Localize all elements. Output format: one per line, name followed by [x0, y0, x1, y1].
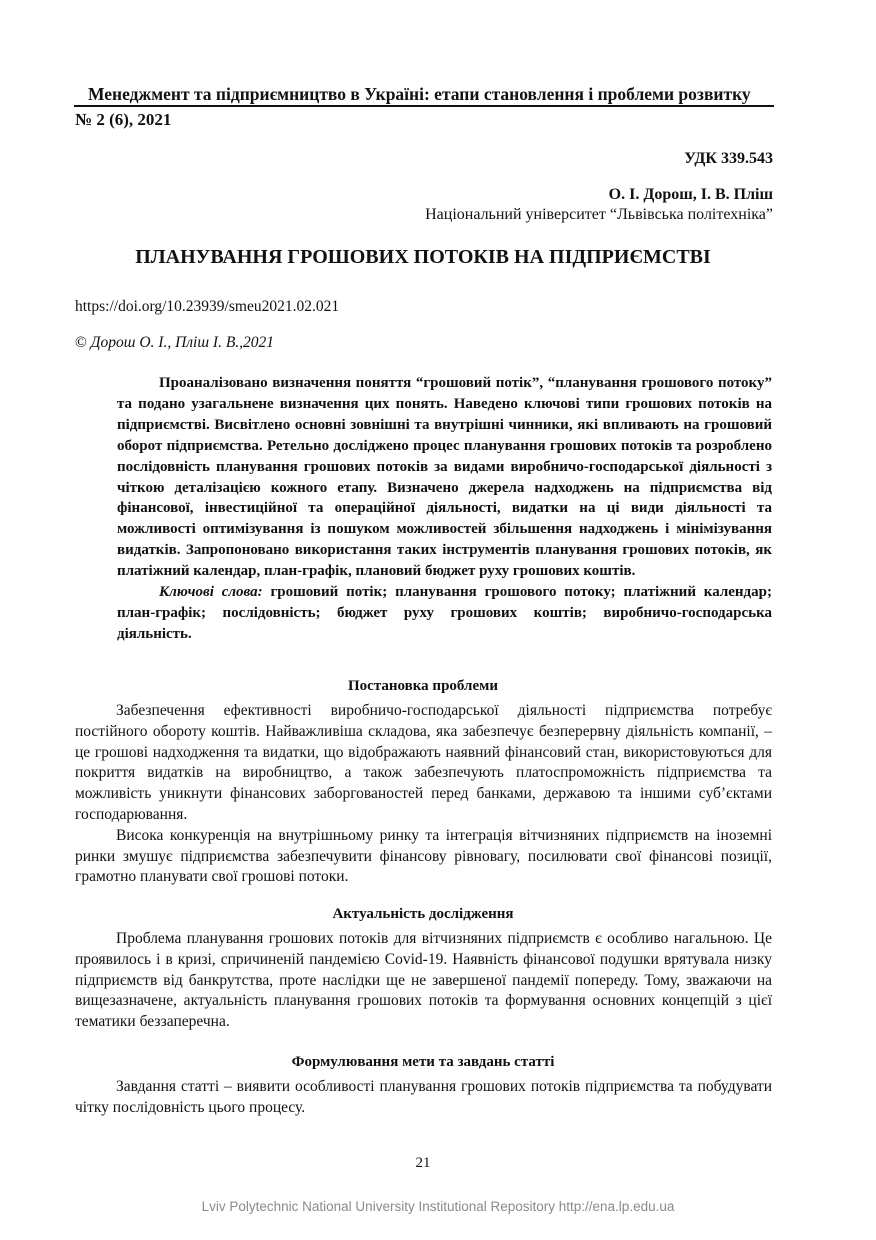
section-body-goals: [75, 1077, 772, 1119]
repository-footer[interactable]: Lviv Polytechnic National University Institutional Repository http://ena.lp.edu.ua: [201, 1199, 675, 1214]
section-body-relevance: [75, 929, 772, 1033]
paragraph: Завдання статті – виявити особливості планування грошових потоків підприємства та побудувати чітку послідовність цього процесу.: [75, 1078, 772, 1116]
paragraph: Висока конкуренція на внутрішньому ринку та інтеграція вітчизняних підприємств на іноземні ринки змушує підприємства забезпечувити фінансову рівновагу, посилювати свої фінансові позиції, грамотно планувати свої грошові потоки.: [75, 826, 772, 886]
keywords-list: грошовий потік; планування грошового потоку; платіжний календар; план-графік; послідовність; бюджет руху грошових коштів; виробничо-господарська діяльність.: [117, 584, 772, 642]
affiliation: Національний університет “Львівська політехніка”: [425, 206, 773, 223]
abstract: [117, 373, 772, 645]
issue-number: № 2 (6), 2021: [75, 110, 172, 129]
section-heading-problem: Постановка проблеми: [348, 678, 498, 694]
authors: О. І. Дорош, І. В. Пліш: [608, 186, 773, 203]
section-body-problem: [75, 701, 772, 888]
paragraph: Проблема планування грошових потоків для вітчизняних підприємств є особливо нагальною. Це проявилось і в кризі, спричиненій пандемією Covid-19. Наявність фінансової подушки врятувала низку підприємств від банкрутства, проте наслідки ще не завершеної пандемії попереду. Тому, зважаючи на вищезазначене, актуальність планування грошових потоків та формування основних концепцій з цієї тематики беззаперечна.: [75, 930, 772, 1031]
header-rule: [74, 105, 774, 107]
section-heading-goals: Формулювання мети та завдань статті: [291, 1054, 555, 1070]
udk-code: УДК 339.543: [684, 150, 773, 167]
abstract-text: Проаналізовано визначення поняття “грошовий потік”, “планування грошового потоку” та подано узагальнене визначення цих понять. Наведено ключові типи грошових потоків на підприємстві. Висвітлено основні зовнішні та внутрішні чинники, які впливають на грошовий оборот підприємства. Ретельно досліджено процес планування грошових потоків та розроблено послідовність планування грошових потоків за видами виробничо-господарської діяльності з чіткою деталізацією кожного етапу. Визначено джерела надходжень на підприємства від фінансової, інвестиційної та операційної діяльності, видатки на ці види діяльності та можливості оптимізування із пошуком можливостей збільшення надходжень і мінімізування видатків. Запропоновано використання таких інструментів планування грошових потоків, як платіжний календар, план-графік, плановий бюджет руху грошових коштів.: [117, 375, 772, 580]
doi-link[interactable]: https://doi.org/10.23939/smeu2021.02.021: [75, 298, 340, 315]
copyright-sign: ©: [75, 334, 87, 351]
journal-title: Менеджмент та підприємництво в Україні: етапи становлення і проблеми розвитку: [88, 84, 751, 104]
page-number: 21: [415, 1155, 431, 1171]
copyright-authors: Дорош О. І., Пліш І. В.,2021: [90, 334, 275, 351]
keywords: [117, 582, 772, 645]
paragraph: Забезпечення ефективності виробничо-господарської діяльності підприємства потребує постійного обороту коштів. Найважливіша складова, яка забезпечує безперервну діяльність компанії, – це грошові надходження та видатки, що відображають наявний фінансовий стан, використовуються для покриття видатків на виробництво, а також забезпечують платоспроможність підприємства та можливість уникнути фінансових заборгованостей перед банками, державою та іншими суб’єктами господарювання.: [75, 702, 772, 823]
keywords-label: Ключові слова:: [159, 584, 263, 601]
article-title: ПЛАНУВАННЯ ГРОШОВИХ ПОТОКІВ НА ПІДПРИЄМСТВІ: [135, 246, 711, 268]
copyright: [75, 334, 274, 352]
section-heading-relevance: Актуальність дослідження: [332, 906, 514, 922]
